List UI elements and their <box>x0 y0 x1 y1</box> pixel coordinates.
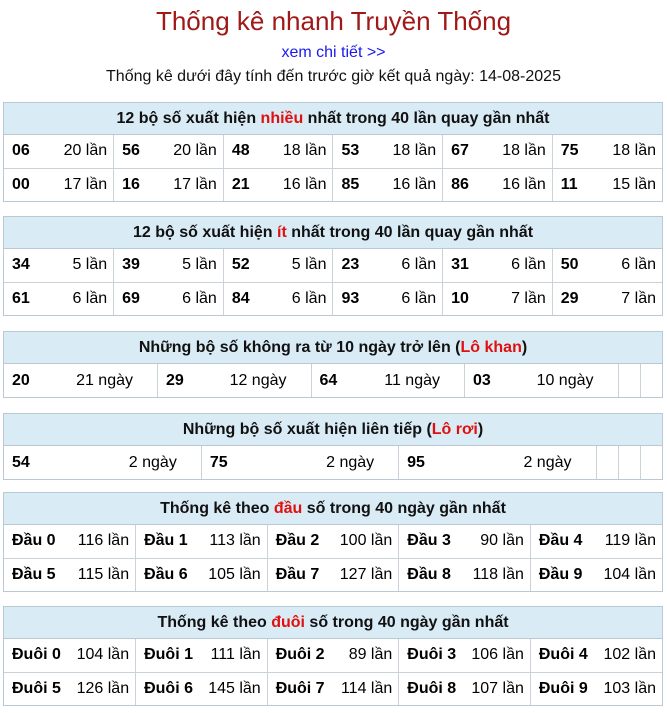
stat-value: 16 lần <box>282 175 327 193</box>
table-row <box>4 135 662 168</box>
stat-label: 52 <box>231 256 250 274</box>
stat-label: 29 <box>166 371 184 389</box>
table-row <box>4 364 662 397</box>
stat-value: 6 lần <box>621 256 656 274</box>
stat-cell <box>201 446 398 479</box>
stat-value: 115 lần <box>77 565 130 583</box>
dau-table <box>4 525 662 591</box>
empty-cell <box>618 446 640 479</box>
empty-cell <box>618 364 640 397</box>
stat-value: 118 lần <box>472 565 524 583</box>
empty-cell <box>640 364 662 397</box>
stat-label: 34 <box>12 256 30 274</box>
stat-value: 17 lần <box>173 175 217 193</box>
stat-label: 84 <box>231 289 250 307</box>
stat-value: 104 lần <box>76 646 130 664</box>
heading-highlight: ít <box>277 224 287 241</box>
table-row <box>4 558 662 591</box>
stat-value: 10 ngày <box>536 371 594 389</box>
heading-highlight: đuôi <box>271 614 305 631</box>
stat-label: 75 <box>209 453 228 471</box>
stat-cell <box>136 525 268 558</box>
stat-cell <box>267 639 399 672</box>
stat-value: 5 lần <box>182 256 217 274</box>
stat-cell <box>267 525 399 558</box>
stat-label: Đuôi 8 <box>407 679 457 697</box>
stat-cell <box>4 135 114 168</box>
stat-value: 18 lần <box>612 142 656 160</box>
stat-value: 113 lần <box>209 532 261 550</box>
stat-value: 7 lần <box>621 289 656 307</box>
lo-roi-section <box>3 413 663 480</box>
view-details-link[interactable]: xem chi tiết >> <box>281 44 386 61</box>
stat-label: Đầu 4 <box>538 532 583 550</box>
stat-label: 54 <box>12 453 30 471</box>
stat-cell <box>4 364 158 397</box>
stat-label: Đuôi 5 <box>12 679 61 697</box>
stat-cell <box>136 558 268 591</box>
stat-cell <box>530 558 662 591</box>
stat-cell <box>4 282 114 315</box>
stat-cell <box>136 672 268 705</box>
table-row <box>4 282 662 315</box>
lo-khan-heading <box>4 332 662 364</box>
stat-label: Đầu 1 <box>144 532 188 550</box>
stat-label: 29 <box>560 289 579 307</box>
stat-value: 114 lần <box>340 679 393 697</box>
stat-value: 15 lần <box>612 175 656 193</box>
stat-label: 06 <box>12 142 30 160</box>
stat-label: Đuôi 7 <box>275 679 325 697</box>
stat-label: Đuôi 3 <box>407 646 457 664</box>
stat-label: 75 <box>560 142 579 160</box>
stat-value: 18 lần <box>282 142 327 160</box>
stat-cell <box>399 639 531 672</box>
lo-khan-section <box>3 331 663 398</box>
stat-label: 10 <box>451 289 469 307</box>
stat-label: 11 <box>560 175 578 193</box>
stat-label: 20 <box>12 371 30 389</box>
stat-cell <box>311 364 465 397</box>
heading-text: Những bộ số xuất hiện liên tiếp ( <box>182 421 432 438</box>
stat-cell <box>552 135 662 168</box>
stat-label: 85 <box>341 175 360 193</box>
stat-cell <box>443 168 553 201</box>
dau-section <box>3 492 663 592</box>
heading-highlight: đầu <box>273 500 303 517</box>
stat-cell <box>267 558 399 591</box>
table-row <box>4 672 662 705</box>
stat-label: Đầu 5 <box>12 565 56 583</box>
stat-cell <box>399 525 531 558</box>
stat-cell <box>552 249 662 282</box>
empty-cell <box>596 446 618 479</box>
stat-label: Đuôi 4 <box>538 646 588 664</box>
stat-value: 107 lần <box>471 679 524 697</box>
stat-cell <box>4 639 136 672</box>
lo-roi-heading <box>4 414 662 446</box>
stat-label: 69 <box>122 289 140 307</box>
stat-label: 00 <box>12 175 30 193</box>
stat-value: 6 lần <box>401 289 437 307</box>
heading-text: Những bộ số không ra từ 10 ngày trở lên ( <box>138 339 461 356</box>
stat-label: Đầu 3 <box>407 532 451 550</box>
stat-cell <box>443 135 553 168</box>
heading-text: ) <box>477 421 484 438</box>
most-frequent-section <box>3 102 663 202</box>
stat-value: 2 ngày <box>128 453 177 471</box>
stat-value: 6 lần <box>72 289 108 307</box>
stat-value: 2 ngày <box>326 453 375 471</box>
lo-roi-table <box>4 446 662 479</box>
stat-cell <box>530 525 662 558</box>
empty-cell <box>640 446 662 479</box>
stat-cell <box>136 639 268 672</box>
stat-label: 64 <box>319 371 338 389</box>
stat-value: 16 lần <box>392 175 437 193</box>
stat-label: Đuôi 1 <box>144 646 193 664</box>
stat-value: 18 lần <box>392 142 437 160</box>
stat-cell <box>333 282 443 315</box>
stat-label: 39 <box>122 256 140 274</box>
stat-value: 21 ngày <box>76 371 133 389</box>
least-frequent-heading <box>4 217 662 249</box>
heading-text: số trong 40 ngày gần nhất <box>304 614 509 631</box>
stat-cell <box>333 168 443 201</box>
stat-value: 18 lần <box>502 142 546 160</box>
duoi-section <box>3 606 663 706</box>
stat-label: 61 <box>12 289 30 307</box>
stat-label: 03 <box>473 371 491 389</box>
heading-text: nhất trong 40 lần quay gần nhất <box>286 224 534 241</box>
stat-value: 7 lần <box>511 289 546 307</box>
stat-value: 6 lần <box>511 256 546 274</box>
stat-label: 31 <box>451 256 469 274</box>
stat-label: 67 <box>451 142 469 160</box>
stat-value: 5 lần <box>291 256 327 274</box>
stat-label: Đuôi 2 <box>275 646 325 664</box>
stat-value: 90 lần <box>480 532 524 550</box>
stat-value: 102 lần <box>603 646 656 664</box>
stat-value: 106 lần <box>471 646 524 664</box>
stat-value: 20 lần <box>63 142 108 160</box>
stat-value: 104 lần <box>603 565 656 583</box>
stat-label: Đầu 9 <box>538 565 583 583</box>
duoi-table <box>4 639 662 705</box>
stat-cell <box>158 364 312 397</box>
stat-cell <box>333 249 443 282</box>
lo-khan-table <box>4 364 662 397</box>
stat-label: 16 <box>122 175 140 193</box>
table-row <box>4 639 662 672</box>
stat-value: 105 lần <box>208 565 261 583</box>
least-frequent-section <box>3 216 663 316</box>
stat-cell <box>223 282 333 315</box>
stat-cell <box>223 168 333 201</box>
stat-value: 145 lần <box>208 679 261 697</box>
stat-value: 17 lần <box>63 175 108 193</box>
stat-cell <box>4 249 114 282</box>
stat-value: 6 lần <box>291 289 327 307</box>
stat-label: 93 <box>341 289 360 307</box>
stat-cell <box>4 558 136 591</box>
stat-cell <box>443 249 553 282</box>
stat-value: 127 lần <box>339 565 393 583</box>
stat-value: 103 lần <box>603 679 656 697</box>
table-row <box>4 446 662 479</box>
stat-value: 2 ngày <box>523 453 572 471</box>
stat-value: 16 lần <box>502 175 546 193</box>
stat-label: 50 <box>560 256 579 274</box>
stat-label: Đầu 8 <box>407 565 451 583</box>
stat-label: 23 <box>341 256 360 274</box>
heading-highlight: Lô khan <box>460 339 522 356</box>
heading-highlight: Lô rơi <box>431 421 478 438</box>
stat-cell <box>443 282 553 315</box>
page-subtitle: Thống kê dưới đây tính đến trước giờ kết quả ngày: 14-08-2025 <box>106 68 561 85</box>
stat-cell <box>4 672 136 705</box>
stat-value: 11 ngày <box>384 371 440 389</box>
stat-cell <box>114 168 224 201</box>
stat-label: Đầu 7 <box>275 565 320 583</box>
stat-cell <box>552 168 662 201</box>
stat-cell <box>399 672 531 705</box>
heading-text: nhất trong 40 lần quay gần nhất <box>303 110 550 127</box>
heading-text: Thống kê theo <box>157 614 272 631</box>
stat-label: 48 <box>231 142 250 160</box>
least-frequent-table <box>4 249 662 315</box>
dau-heading <box>4 493 662 525</box>
stat-value: 100 lần <box>339 532 393 550</box>
table-row <box>4 525 662 558</box>
stat-label: 56 <box>122 142 140 160</box>
page-title: Thống kê nhanh Truyền Thống <box>155 6 512 36</box>
stat-cell <box>530 639 662 672</box>
duoi-heading <box>4 607 662 639</box>
table-row <box>4 249 662 282</box>
stat-cell <box>267 672 399 705</box>
stat-cell <box>552 282 662 315</box>
heading-text: số trong 40 ngày gần nhất <box>302 500 506 517</box>
stat-label: 53 <box>341 142 360 160</box>
table-row <box>4 168 662 201</box>
stat-value: 89 lần <box>348 646 393 664</box>
heading-text: 12 bộ số xuất hiện <box>132 224 277 241</box>
stat-cell <box>399 558 531 591</box>
stat-cell <box>4 525 136 558</box>
heading-text: Thống kê theo <box>160 500 274 517</box>
stat-value: 6 lần <box>401 256 437 274</box>
stat-value: 20 lần <box>173 142 217 160</box>
stat-cell <box>4 446 201 479</box>
stat-cell <box>114 282 224 315</box>
stat-value: 6 lần <box>182 289 217 307</box>
stat-label: Đầu 0 <box>12 532 56 550</box>
stat-cell <box>223 135 333 168</box>
heading-text: ) <box>521 339 528 356</box>
stat-cell <box>530 672 662 705</box>
stat-cell <box>4 168 114 201</box>
most-frequent-table <box>4 135 662 201</box>
stat-label: Đầu 6 <box>144 565 188 583</box>
stat-label: Đuôi 6 <box>144 679 193 697</box>
stat-label: 86 <box>451 175 469 193</box>
heading-text: 12 bộ số xuất hiện <box>116 110 261 127</box>
stat-value: 12 ngày <box>229 371 287 389</box>
stat-cell <box>223 249 333 282</box>
stat-label: Đuôi 0 <box>12 646 61 664</box>
stat-value: 126 lần <box>76 679 130 697</box>
stat-cell <box>114 135 224 168</box>
stat-cell <box>399 446 596 479</box>
stat-label: 95 <box>407 453 425 471</box>
stat-label: Đầu 2 <box>275 532 320 550</box>
stat-label: 21 <box>231 175 250 193</box>
heading-highlight: nhiều <box>260 110 304 127</box>
stat-cell <box>465 364 619 397</box>
most-frequent-heading <box>4 103 662 135</box>
stat-value: 119 lần <box>604 532 656 550</box>
stat-cell <box>333 135 443 168</box>
stat-value: 116 lần <box>77 532 130 550</box>
stat-label: Đuôi 9 <box>538 679 588 697</box>
stat-value: 111 lần <box>210 646 261 664</box>
stat-cell <box>114 249 224 282</box>
stat-value: 5 lần <box>72 256 108 274</box>
